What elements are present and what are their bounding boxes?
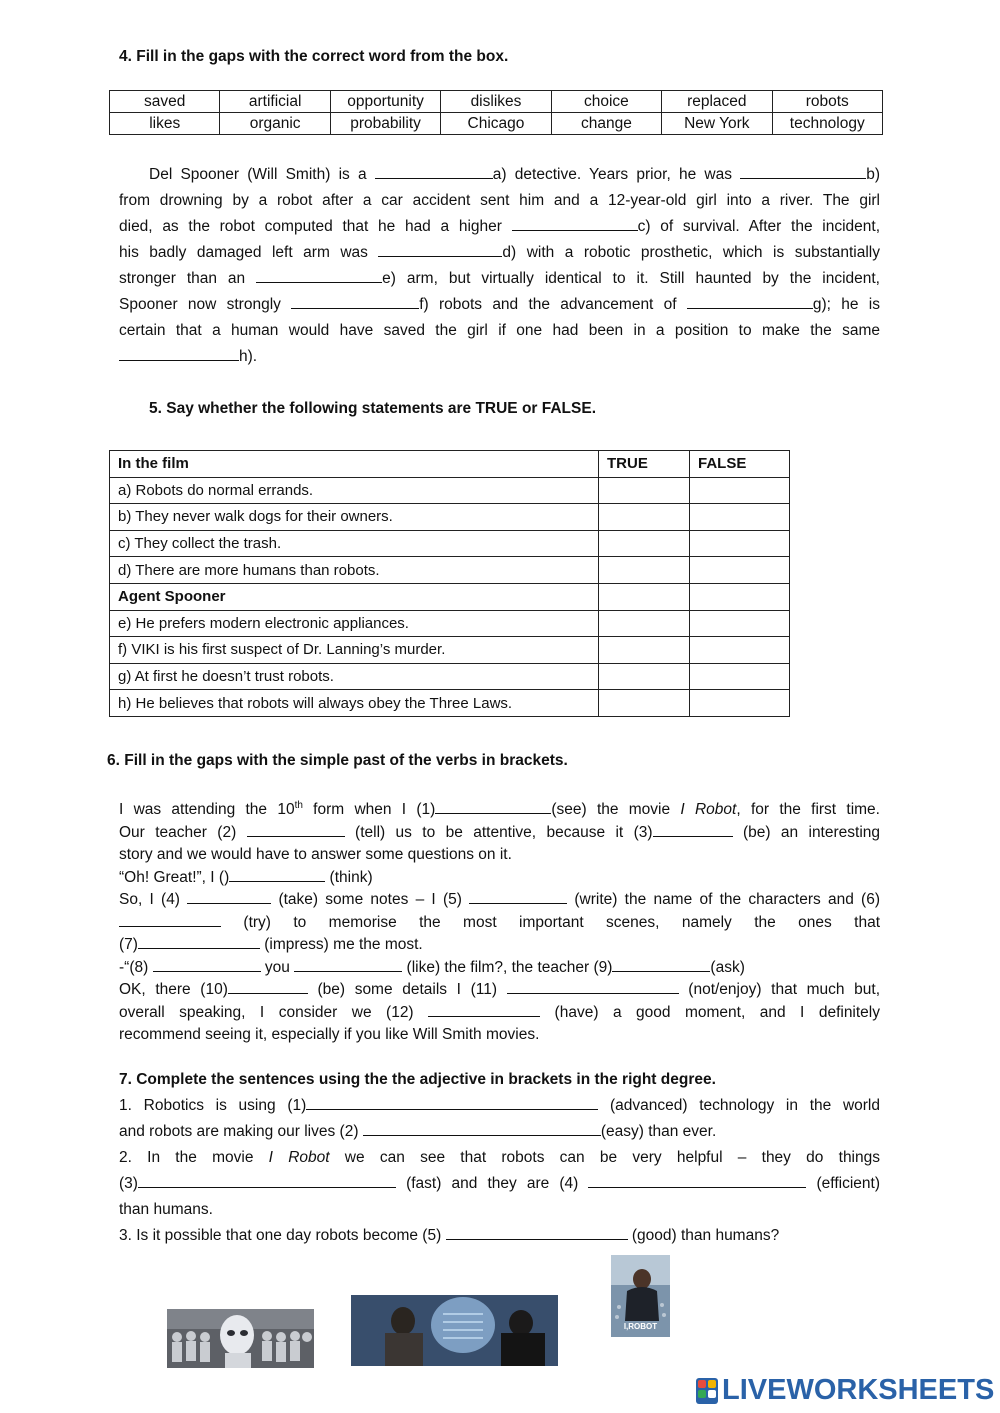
gap-7-1[interactable] bbox=[306, 1095, 598, 1110]
statement-b: b) They never walk dogs for their owners. bbox=[110, 504, 599, 531]
ex4-paragraph: Del Spooner (Will Smith) is a a) detective. Years prior, he was b) from drowning by a robot after a car accident sent him and a 12-year-old girl into a river. The girl died, as the robot computed that he had a higher c) of survival. After the incident, his badly damaged left arm was d) with a robotic prosthetic, which is substantially stronger than an e) arm, but virtually identical to it. Still haunted by the incident, Spooner now strongly f) robots and the advancement of g); he is certain that a human would have saved the girl if one had been in a position to make the same h). bbox=[119, 166, 880, 365]
viki-scene-image bbox=[351, 1295, 558, 1366]
gap-b[interactable] bbox=[740, 164, 866, 179]
gap-6-8[interactable] bbox=[153, 957, 261, 972]
word-box-cell: robots bbox=[772, 91, 882, 113]
statement-d: d) There are more humans than robots. bbox=[110, 557, 599, 584]
gap-6-6[interactable] bbox=[119, 912, 221, 927]
word-box-cell: Chicago bbox=[441, 113, 551, 135]
false-cell[interactable] bbox=[690, 477, 790, 504]
ex4-heading: 4. Fill in the gaps with the correct word from the box. bbox=[119, 48, 509, 65]
false-cell[interactable] bbox=[690, 530, 790, 557]
gap-c[interactable] bbox=[512, 216, 638, 231]
ex5-heading: 5. Say whether the following statements are TRUE or FALSE. bbox=[149, 400, 597, 417]
gap-7-4[interactable] bbox=[588, 1173, 806, 1188]
robots-crowd-image bbox=[167, 1309, 314, 1368]
true-cell[interactable] bbox=[599, 557, 690, 584]
true-false-table bbox=[109, 450, 790, 717]
gap-7-2[interactable] bbox=[363, 1121, 601, 1136]
gap-6-think[interactable] bbox=[229, 867, 325, 882]
col-header-true: TRUE bbox=[599, 451, 690, 478]
gap-e[interactable] bbox=[256, 268, 382, 283]
true-cell[interactable] bbox=[599, 690, 690, 717]
gap-h[interactable] bbox=[119, 346, 239, 361]
word-box-row bbox=[110, 91, 883, 113]
gap-a[interactable] bbox=[375, 164, 493, 179]
gap-6-8b[interactable] bbox=[294, 957, 402, 972]
true-cell[interactable] bbox=[599, 477, 690, 504]
ex6-heading: 6. Fill in the gaps with the simple past of the verbs in brackets. bbox=[107, 752, 568, 769]
ex7-heading: 7. Complete the sentences using the the adjective in brackets in the right degree. bbox=[119, 1071, 716, 1088]
brand-name: LIVEWORKSHEETS bbox=[722, 1374, 995, 1406]
true-cell[interactable] bbox=[599, 504, 690, 531]
gap-6-7[interactable] bbox=[138, 934, 260, 949]
true-cell[interactable] bbox=[599, 610, 690, 637]
word-box-cell: probability bbox=[330, 113, 440, 135]
gap-6-2[interactable] bbox=[247, 822, 345, 837]
false-cell[interactable] bbox=[690, 690, 790, 717]
false-cell[interactable] bbox=[690, 663, 790, 690]
statement-c: c) They collect the trash. bbox=[110, 530, 599, 557]
gap-d[interactable] bbox=[378, 242, 502, 257]
word-box-cell: artificial bbox=[220, 91, 330, 113]
word-box-cell: saved bbox=[110, 91, 220, 113]
gap-6-11[interactable] bbox=[507, 979, 679, 994]
word-box-cell: technology bbox=[772, 113, 882, 135]
gap-6-4[interactable] bbox=[187, 889, 271, 904]
gap-6-9[interactable] bbox=[612, 957, 710, 972]
true-cell[interactable] bbox=[599, 637, 690, 664]
statement-g: g) At first he doesn’t trust robots. bbox=[110, 663, 599, 690]
statement-e: e) He prefers modern electronic appliances. bbox=[110, 610, 599, 637]
word-box bbox=[109, 90, 883, 135]
ex6-text: I was attending the 10th form when I (1) (see) the movie I Robot, for the first time. Our teacher (2) (tell) us to be attentive, because it (3) (be) an interesting story and we would have to answer some questions on it. “Oh! Great!”, I () (think) So, I (4) (take) some notes – I (5) (write) the name of the characters and (6) (try) to memorise the most important scenes, namely the ones that (7) (impress) me the most. -“(8) you (like) the film?, the teacher (9) (ask) OK, there (10) (be) some details I (11) (not/enjoy) that much but, overall speaking, I consider we (12) (have) a good moment, and I definitely recommend seeing it, especially if you like Will Smith movies. bbox=[119, 800, 881, 1044]
true-cell[interactable] bbox=[599, 663, 690, 690]
false-cell[interactable] bbox=[690, 504, 790, 531]
gap-7-3[interactable] bbox=[138, 1173, 396, 1188]
col-header-film: In the film bbox=[110, 451, 599, 478]
word-box-cell: replaced bbox=[662, 91, 772, 113]
word-box-cell: choice bbox=[551, 91, 661, 113]
i-robot-poster-image bbox=[611, 1255, 670, 1337]
false-cell[interactable] bbox=[690, 637, 790, 664]
gap-6-12[interactable] bbox=[428, 1002, 540, 1017]
gap-f[interactable] bbox=[291, 294, 419, 309]
false-cell[interactable] bbox=[690, 557, 790, 584]
gap-g[interactable] bbox=[687, 294, 813, 309]
word-box-row bbox=[110, 113, 883, 135]
word-box-cell: organic bbox=[220, 113, 330, 135]
word-box-cell: likes bbox=[110, 113, 220, 135]
gap-6-3[interactable] bbox=[653, 822, 733, 837]
gap-6-1[interactable] bbox=[435, 799, 551, 814]
statement-f: f) VIKI is his first suspect of Dr. Lanning’s murder. bbox=[110, 637, 599, 664]
false-cell[interactable] bbox=[690, 610, 790, 637]
word-box-cell: opportunity bbox=[330, 91, 440, 113]
statement-a: a) Robots do normal errands. bbox=[110, 477, 599, 504]
gap-6-10[interactable] bbox=[228, 979, 308, 994]
col-header-false: FALSE bbox=[690, 451, 790, 478]
statement-h: h) He believes that robots will always obey the Three Laws. bbox=[110, 690, 599, 717]
gap-6-5[interactable] bbox=[469, 889, 567, 904]
ex7-text: 1. Robotics is using (1) (advanced) technology in the world and robots are making our lives (2) (easy) than ever. 2. In the movie I Robot we can see that robots can be very helpful – they do things (3) (fast) and they are (4) (efficient) than humans. 3. Is it possible that one day robots become (5) (good) than humans? bbox=[119, 1097, 880, 1244]
word-box-cell: New York bbox=[662, 113, 772, 135]
liveworksheets-icon bbox=[696, 1378, 718, 1404]
section-agent-spooner: Agent Spooner bbox=[110, 583, 599, 610]
true-cell[interactable] bbox=[599, 530, 690, 557]
liveworksheets-logo[interactable] bbox=[696, 1374, 996, 1408]
poster-title: I,ROBOT bbox=[623, 1322, 658, 1331]
word-box-cell: change bbox=[551, 113, 661, 135]
word-box-cell: dislikes bbox=[441, 91, 551, 113]
gap-7-5[interactable] bbox=[446, 1225, 628, 1240]
